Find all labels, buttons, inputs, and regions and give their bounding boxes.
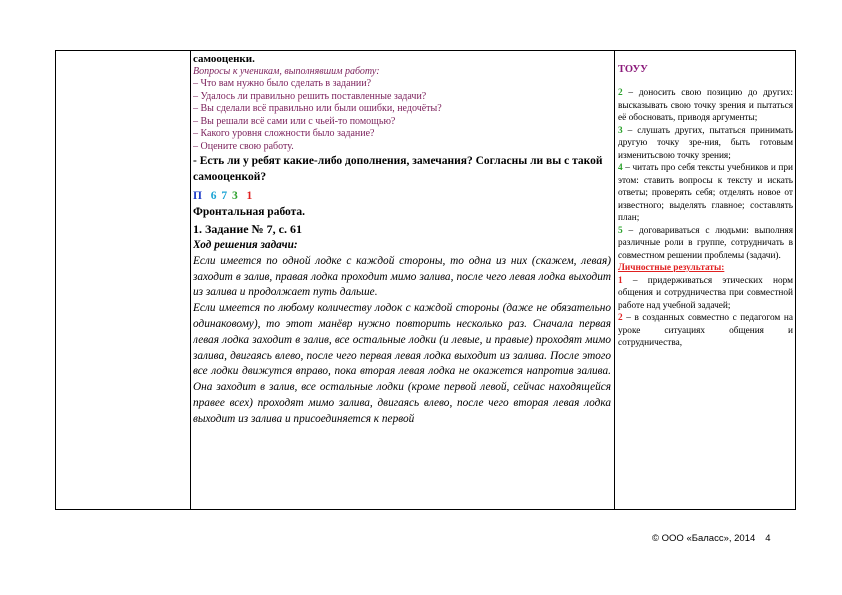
questions-heading: Вопросы к ученикам, выполнявшим работу: — [193, 65, 380, 77]
solution-paragraph: Если имеется по любому количеству лодок с каждой стороны (даже не обязательно одинаковому), то этот манёвр нужно повторить несколько раз. Сначала первая левая лодка заходит в залив, все остальные лодки (и левые, и правые) проходят мимо залива, двигаясь влево, после чего первая левая лодка выходит из залива. После этого все лодки движутся вправо, пока вторая левая лодка не окажется напротив залива. Она заходит в залив, все остальные лодки (кроме первой левой, сейчас находящейся правее всех) проходят мимо залива, двигаясь влево, после чего вторая левая лодка выходит из залива и присоединяется к первой — [193, 302, 611, 425]
personal-item: 1 – придерживаться этических норм общения и сотрудничества при совместной работе над учебной задачей; — [618, 275, 793, 311]
learning-outcomes-column — [618, 63, 793, 509]
solution-heading: Ход решения задачи: — [193, 239, 298, 251]
task-heading: 1. Задание № 7, с. 61 — [193, 222, 302, 236]
outcome-item: 5 – договариваться с людьми: выполняя различные роли в группе, сотрудничать в совместном решении проблемы (задачи). — [618, 225, 793, 261]
discussion-prompt: - Есть ли у ребят какие-либо дополнения, замечания? Согласны ли вы с такой самооценкой? — [193, 155, 603, 183]
personal-item: 2 – в созданных совместно с педагогом на уроке ситуациях общения и сотрудничества, — [618, 313, 793, 348]
code-letter: П — [193, 190, 203, 202]
question-item: – Какого уровня сложности было задание? — [193, 128, 375, 139]
question-item: – Вы решали всё сами или с чьей-то помощью? — [193, 115, 396, 127]
column-divider — [190, 51, 191, 509]
page-footer — [652, 533, 771, 544]
outcome-item: 4 – читать про себя тексты учебников и при этом: ставить вопросы к тексту и искать ответы; проверять себя; отделять новое от известного; выделять главное; составлять план; — [618, 163, 793, 223]
code-number: 7 — [221, 190, 229, 202]
question-item: – Вы сделали всё правильно или были ошибки, недочёты? — [193, 103, 442, 114]
competency-codes — [193, 188, 611, 204]
solution-paragraph: Если имеется по одной лодке с каждой стороны, то одна из них (скажем, левая) заходит в залив, правая лодка проходит мимо залива, после чего левая лодка выходит из залива и продолжает путь дальше. — [193, 254, 611, 299]
copyright: © ООО «Баласс», 2014 — [652, 533, 756, 544]
lesson-content-column — [193, 53, 611, 509]
column-divider — [614, 51, 615, 509]
outcomes-title: ТОУУ — [618, 64, 648, 75]
outcome-item: 3 – слушать других, пытаться принимать другую точку зре-ния, быть готовым изменитьсвою точку зрения; — [618, 125, 793, 161]
outcome-item: 2 – доносить свою позицию до других: высказывать свою точку зрения и пытаться её обосновать, приводя аргументы; — [618, 88, 793, 123]
question-item: – Что вам нужно было сделать в задании? — [193, 78, 372, 89]
lesson-table — [55, 50, 796, 510]
question-item: – Оцените свою работу. — [193, 140, 294, 152]
page-number: 4 — [765, 533, 771, 544]
code-number: 1 — [246, 190, 254, 202]
top-line: самооценки. — [193, 53, 255, 65]
personal-results-heading: Личностные результаты: — [618, 263, 725, 273]
code-number: 3 — [231, 190, 239, 202]
question-item: – Удалось ли правильно решить поставленные задачи? — [193, 90, 427, 102]
frontal-work-heading: Фронтальная работа. — [193, 206, 306, 218]
code-number: 6 — [210, 190, 218, 202]
